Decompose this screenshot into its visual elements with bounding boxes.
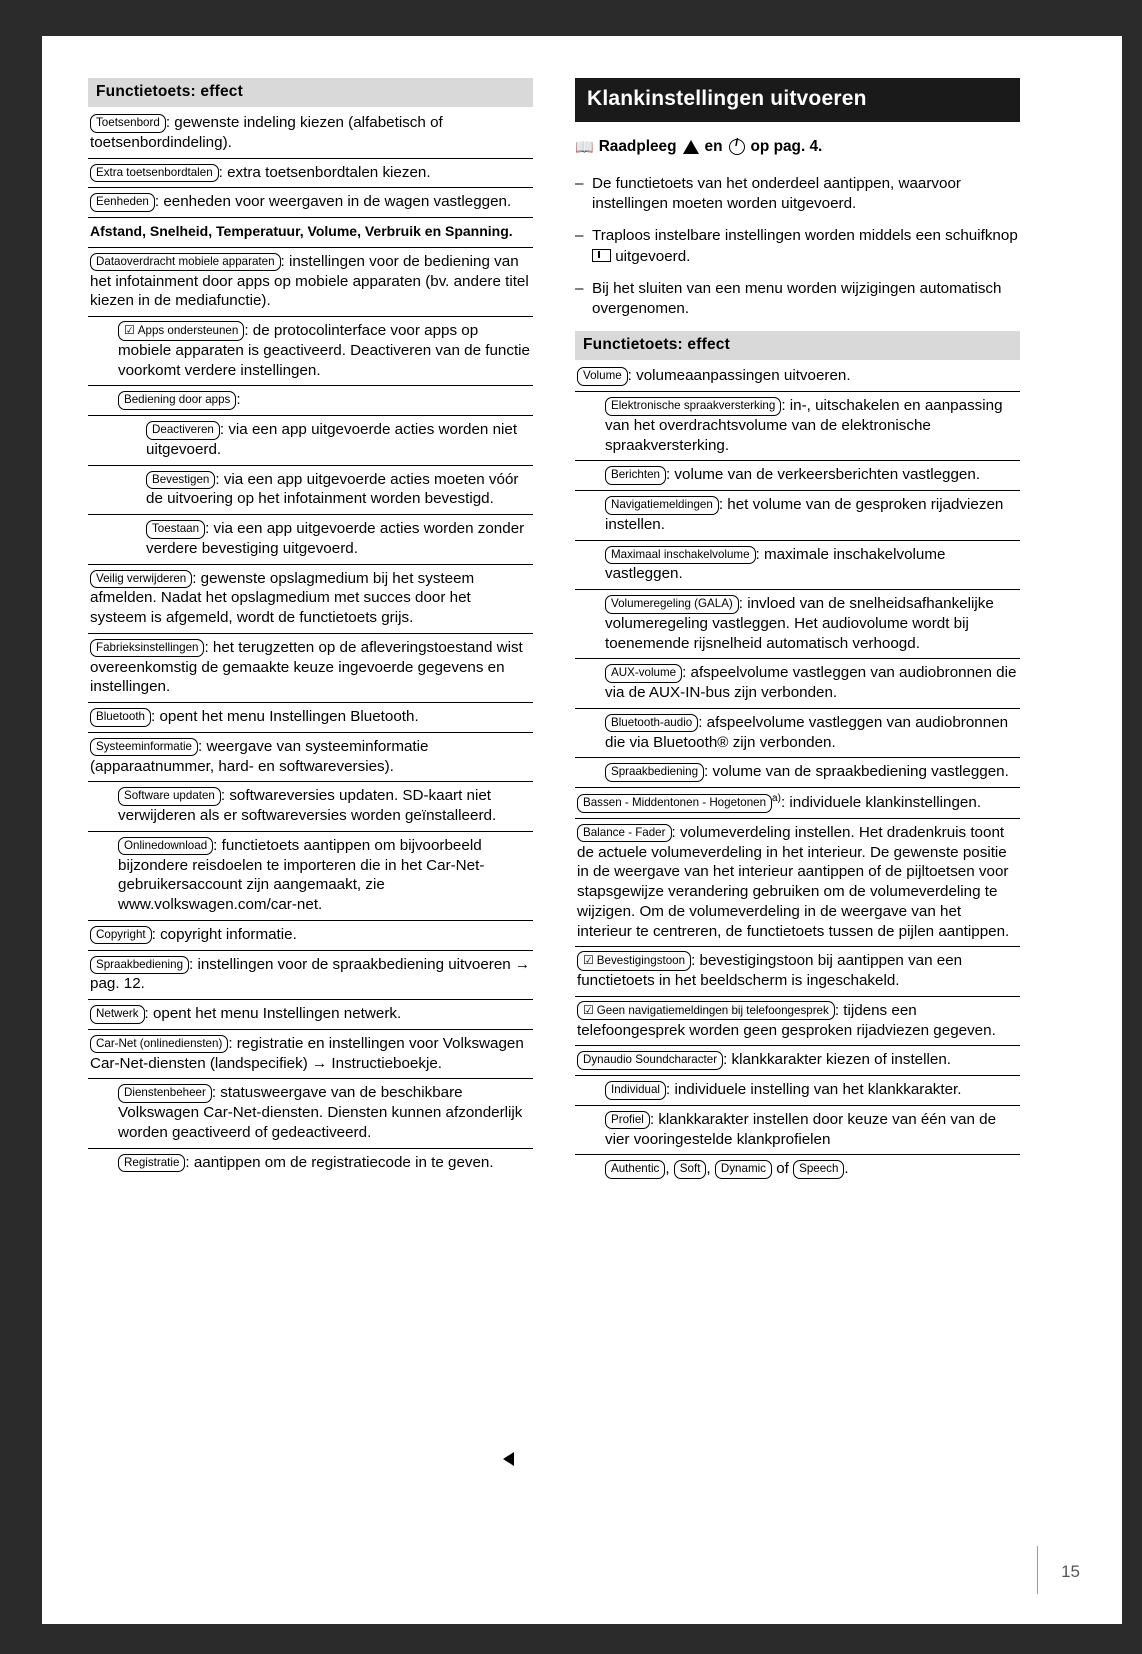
row-text: : weergave van systeeminformatie (apparaatnummer, hard- en softwareversies). [90,737,429,775]
function-key-row [575,709,1020,759]
function-key-chip[interactable]: Navigatiemeldingen [605,496,719,515]
function-key-chip[interactable]: Software updaten [118,787,221,806]
function-key-chip[interactable]: Spraakbediening [90,956,189,975]
function-key-row [575,997,1020,1047]
function-key-row [575,1106,1020,1156]
function-key-row [575,947,1020,997]
row-text: : volume van de spraakbediening vastleggen. [704,763,1009,781]
dash-marker: – [575,227,584,245]
function-key-row [88,386,533,416]
page-number-rule [1037,1546,1038,1594]
function-key-row [88,109,533,159]
row-text: : copyright informatie. [151,925,297,943]
function-key-chip[interactable]: Registratie [118,1154,185,1173]
row-text: : opent het menu Instellingen Bluetooth. [151,708,419,725]
row-text: : volumeverdeling instellen. Het dradenkruis toont de actuele volumeverdeling in het interieur. De gewenste positie in de weergave van het interieur aantippen of de pijltoetsen voor stapsgewijze verandering gebruiken om de volumeverdeling te wijzigen. Om de volumeverdeling in de weergave van het interieur te centreren, de functietoets tussen de pijlen aantippen. [577,823,1010,940]
section-header-functietoets-right: Functietoets: effect [575,331,1020,360]
function-key-chip[interactable]: AUX-volume [605,664,682,683]
bullet-text-slider [592,226,1020,266]
function-key-row [88,188,533,218]
function-key-chip[interactable]: Soft [674,1160,707,1179]
row-text: : functietoets aantippen om bijvoorbeeld bijzondere reisdoelen te importeren die in het Car-Net-gebruikersaccount zijn aangemaakt, zie www.volkswagen.com/car-net. [118,836,485,913]
function-key-row [88,565,533,634]
function-key-chip[interactable]: Bluetooth-audio [605,714,698,733]
row-text: : instellingen voor de bediening van het infotainment door apps op mobiele apparaten (bv. andere titel kiezen in de mediafunctie). [90,252,529,310]
function-key-row [575,659,1020,709]
function-key-row [88,466,533,516]
row-text: : registratie en instellingen voor Volkswagen Car-Net-diensten (landspecifiek) → Instructieboekje. [90,1034,524,1072]
function-key-row: Authentic , Soft , Dynamic of Speech . [575,1155,1020,1184]
function-key-chip[interactable]: ☑ Apps ondersteunen [118,321,244,341]
section-header-functietoets-left: Functietoets: effect [88,78,533,107]
row-text: : [236,391,241,409]
row-text: : gewenste opslagmedium bij het systeem afmelden. Nadat het opslagmedium met succes door het systeem is afgemeld, wordt de functietoets grijs. [90,569,475,626]
row-text: : extra toetsenbordtalen kiezen. [218,163,431,181]
function-key-row [88,703,533,733]
page-frame-left [0,0,42,1654]
dash-marker: – [575,279,584,297]
reference-text-end: op pag. 4. [750,138,823,155]
bullet-text: De functietoets van het onderdeel aantippen, waarvoor instellingen moeten worden uitgevoerd. [592,175,961,213]
function-key-row [88,317,533,386]
row-text: : bevestigingstoon bij aantippen van een functietoets in het beeldscherm is ingeschakeld. [577,952,963,990]
function-key-chip[interactable]: Bassen - Middentonen - Hogetonen [577,794,772,813]
function-key-chip[interactable]: Copyright [90,926,152,945]
function-key-row [88,951,533,1001]
row-text: : statusweergave van de beschikbare Volkswagen Car-Net-diensten. Diensten kunnen afzonderlijk worden geactiveerd of gedeactiveerd. [118,1084,523,1141]
page-frame-top [0,0,1142,36]
function-key-chip[interactable]: Dataoverdracht mobiele apparaten [90,253,281,272]
function-key-chip[interactable]: ☑ Bevestigingstoon [577,951,691,971]
intro-bullet-list [575,174,1020,319]
function-key-chip[interactable]: Deactiveren [146,421,220,440]
function-key-chip[interactable]: Onlinedownload [118,837,213,856]
function-key-chip[interactable]: Netwerk [90,1005,145,1024]
reference-text-start: Raadpleeg [598,138,677,155]
book-icon: 📖 [575,139,593,156]
bullet-item [575,279,1020,319]
row-text: : via een app uitgevoerde acties worden zonder verdere bevestiging uitgevoerd. [146,520,525,557]
function-key-chip[interactable]: Bevestigen [146,471,215,490]
footnote-marker: a) [772,793,781,805]
function-key-chip[interactable]: Profiel [605,1111,650,1130]
function-key-chip[interactable]: Extra toetsenbordtalen [90,164,219,183]
function-key-chip[interactable]: Bluetooth [90,708,151,727]
bullet-text-part1: Traploos instelbare instellingen worden middels een schuifknop [592,227,1018,245]
function-key-chip[interactable]: Volumeregeling (GALA) [605,595,739,614]
row-text: : individuele klankinstellingen. [780,794,982,812]
row-text: : eenheden voor weergaven in de wagen vastleggen. [154,193,512,211]
end-of-section-marker [503,1452,514,1466]
function-key-row [575,1076,1020,1106]
row-text: : aantippen om de registratiecode in te geven. [185,1153,494,1171]
function-key-chip[interactable]: Dienstenbeheer [118,1084,212,1103]
function-key-chip[interactable]: Eenheden [90,193,155,212]
row-text: : invloed van de snelheidsafhankelijke volumeregeling vastleggen. Het audiovolume wordt bij toenemende rijsnelheid automatisch verhoogd. [605,595,994,652]
function-key-chip[interactable]: Berichten [605,466,666,485]
function-key-row [88,634,533,703]
row-text: : klankkarakter instellen door keuze van één van de vier vooringestelde klankprofielen [605,1110,997,1148]
function-key-chip[interactable]: Spraakbediening [605,763,704,782]
left-column [88,78,533,1177]
function-key-chip[interactable]: ☑ Geen navigatiemeldingen bij telefoongesprek [577,1001,835,1021]
row-text: : afspeelvolume vastleggen van audiobronnen die via Bluetooth® zijn verbonden. [605,713,1009,751]
dash-marker: – [575,175,584,192]
page-frame-bottom [0,1624,1142,1654]
function-key-row [575,1046,1020,1076]
row-text: : in-, uitschakelen en aanpassing van het overdrachtsvolume van de elektronische spraakversterking. [605,397,1003,454]
function-key-row [88,515,533,565]
function-key-row [88,1149,533,1178]
function-key-chip[interactable]: Volume [577,367,628,386]
row-text: Afstand, Snelheid, Temperatuur, Volume, Verbruik en Spanning. [90,223,513,239]
function-key-chip[interactable]: Veilig verwijderen [90,570,192,589]
function-key-chip[interactable]: Toestaan [146,520,205,539]
function-key-row [575,590,1020,659]
row-text: : de protocolinterface voor apps op mobiele apparaten is geactiveerd. Deactiveren van de functie voorkomt verdere instellingen. [118,322,530,379]
page-number: 15 [1061,1562,1080,1581]
function-key-row [88,1079,533,1148]
function-key-row [88,248,533,317]
row-text: : instellingen voor de spraakbediening uitvoeren → pag. 12. [90,955,531,993]
info-circle-icon [729,139,745,155]
function-key-row [575,461,1020,491]
row-text: : klankkarakter kiezen of instellen. [723,1051,951,1069]
function-key-row [575,758,1020,788]
row-text: : tijdens een telefoongesprek worden geen gesproken rijadviezen gegeven. [577,1001,996,1039]
function-key-row [575,541,1020,591]
left-row-list [88,109,533,1177]
right-row-list [575,362,1020,1184]
row-text: : afspeelvolume vastleggen van audiobronnen die via de AUX-IN-bus zijn verbonden. [605,664,1017,702]
function-key-row [575,392,1020,461]
function-key-chip[interactable]: Dynamic [715,1160,772,1179]
bullet-text-part2: uitgevoerd. [615,247,691,265]
row-text: : softwareversies updaten. SD-kaart niet verwijderen als er softwareversies worden geïnstalleerd. [118,787,497,824]
row-text: : volumeaanpassingen uitvoeren. [627,367,851,385]
function-key-chip[interactable]: Elektronische spraakversterking [605,397,781,416]
slider-icon [592,249,611,262]
bullet-item [575,226,1020,266]
row-text: : via een app uitgevoerde acties worden niet uitgevoerd. [146,421,518,458]
warning-triangle-icon [683,140,699,154]
function-key-row [88,1000,533,1030]
function-key-row [88,159,533,189]
function-key-chip[interactable]: Speech [793,1160,844,1179]
function-key-row [88,733,533,783]
reference-text-mid: en [704,138,723,155]
function-key-chip[interactable]: Individual [605,1081,666,1100]
function-key-chip[interactable]: Bediening door apps [118,391,236,410]
function-key-chip[interactable]: Authentic [605,1160,665,1179]
row-text: : het terugzetten op de afleveringstoestand wist overeenkomstig de gemaakte keuze ingevoerde gegevens en instellingen. [90,638,523,696]
reference-line [575,138,1020,156]
function-key-row [575,788,1020,819]
row-text: : individuele instelling van het klankkarakter. [666,1081,962,1099]
page-content [88,78,1048,1558]
function-key-chip[interactable]: Car-Net (onlinediensten) [90,1035,228,1054]
row-text: : via een app uitgevoerde acties moeten vóór de uitvoering op het infotainment worden bevestigd. [146,470,519,508]
bullet-item [575,174,1020,214]
row-text: : volume van de verkeersberichten vastleggen. [665,466,981,484]
function-key-chip[interactable]: Maximaal inschakelvolume [605,546,756,565]
right-column [575,78,1020,1184]
page-frame-right [1122,0,1142,1654]
function-key-chip[interactable]: Dynaudio Soundcharacter [577,1051,723,1070]
function-key-row [575,362,1020,392]
function-key-row [88,218,533,248]
function-key-row [88,921,533,951]
chapter-title: Klankinstellingen uitvoeren [575,78,1020,122]
row-text: : opent het menu Instellingen netwerk. [144,1005,402,1022]
row-text: : maximale inschakelvolume vastleggen. [605,545,946,583]
bullet-text: Bij het sluiten van een menu worden wijzigingen automatisch overgenomen. [592,279,1002,318]
function-key-row [575,819,1020,948]
function-key-chip[interactable]: Systeeminformatie [90,738,198,757]
function-key-chip[interactable]: Toetsenbord [90,114,166,133]
function-key-chip[interactable]: Balance - Fader [577,824,672,843]
row-text: : gewenste indeling kiezen (alfabetisch of toetsenbordindeling). [90,114,443,151]
row-conjunction: of [771,1160,794,1178]
row-text: : het volume van de gesproken rijadviezen instellen. [605,496,1004,533]
function-key-row [575,491,1020,541]
function-key-chip[interactable]: Fabrieksinstellingen [90,639,204,658]
function-key-row [88,832,533,921]
function-key-row [88,416,533,466]
function-key-row [88,782,533,832]
function-key-row [88,1030,533,1080]
